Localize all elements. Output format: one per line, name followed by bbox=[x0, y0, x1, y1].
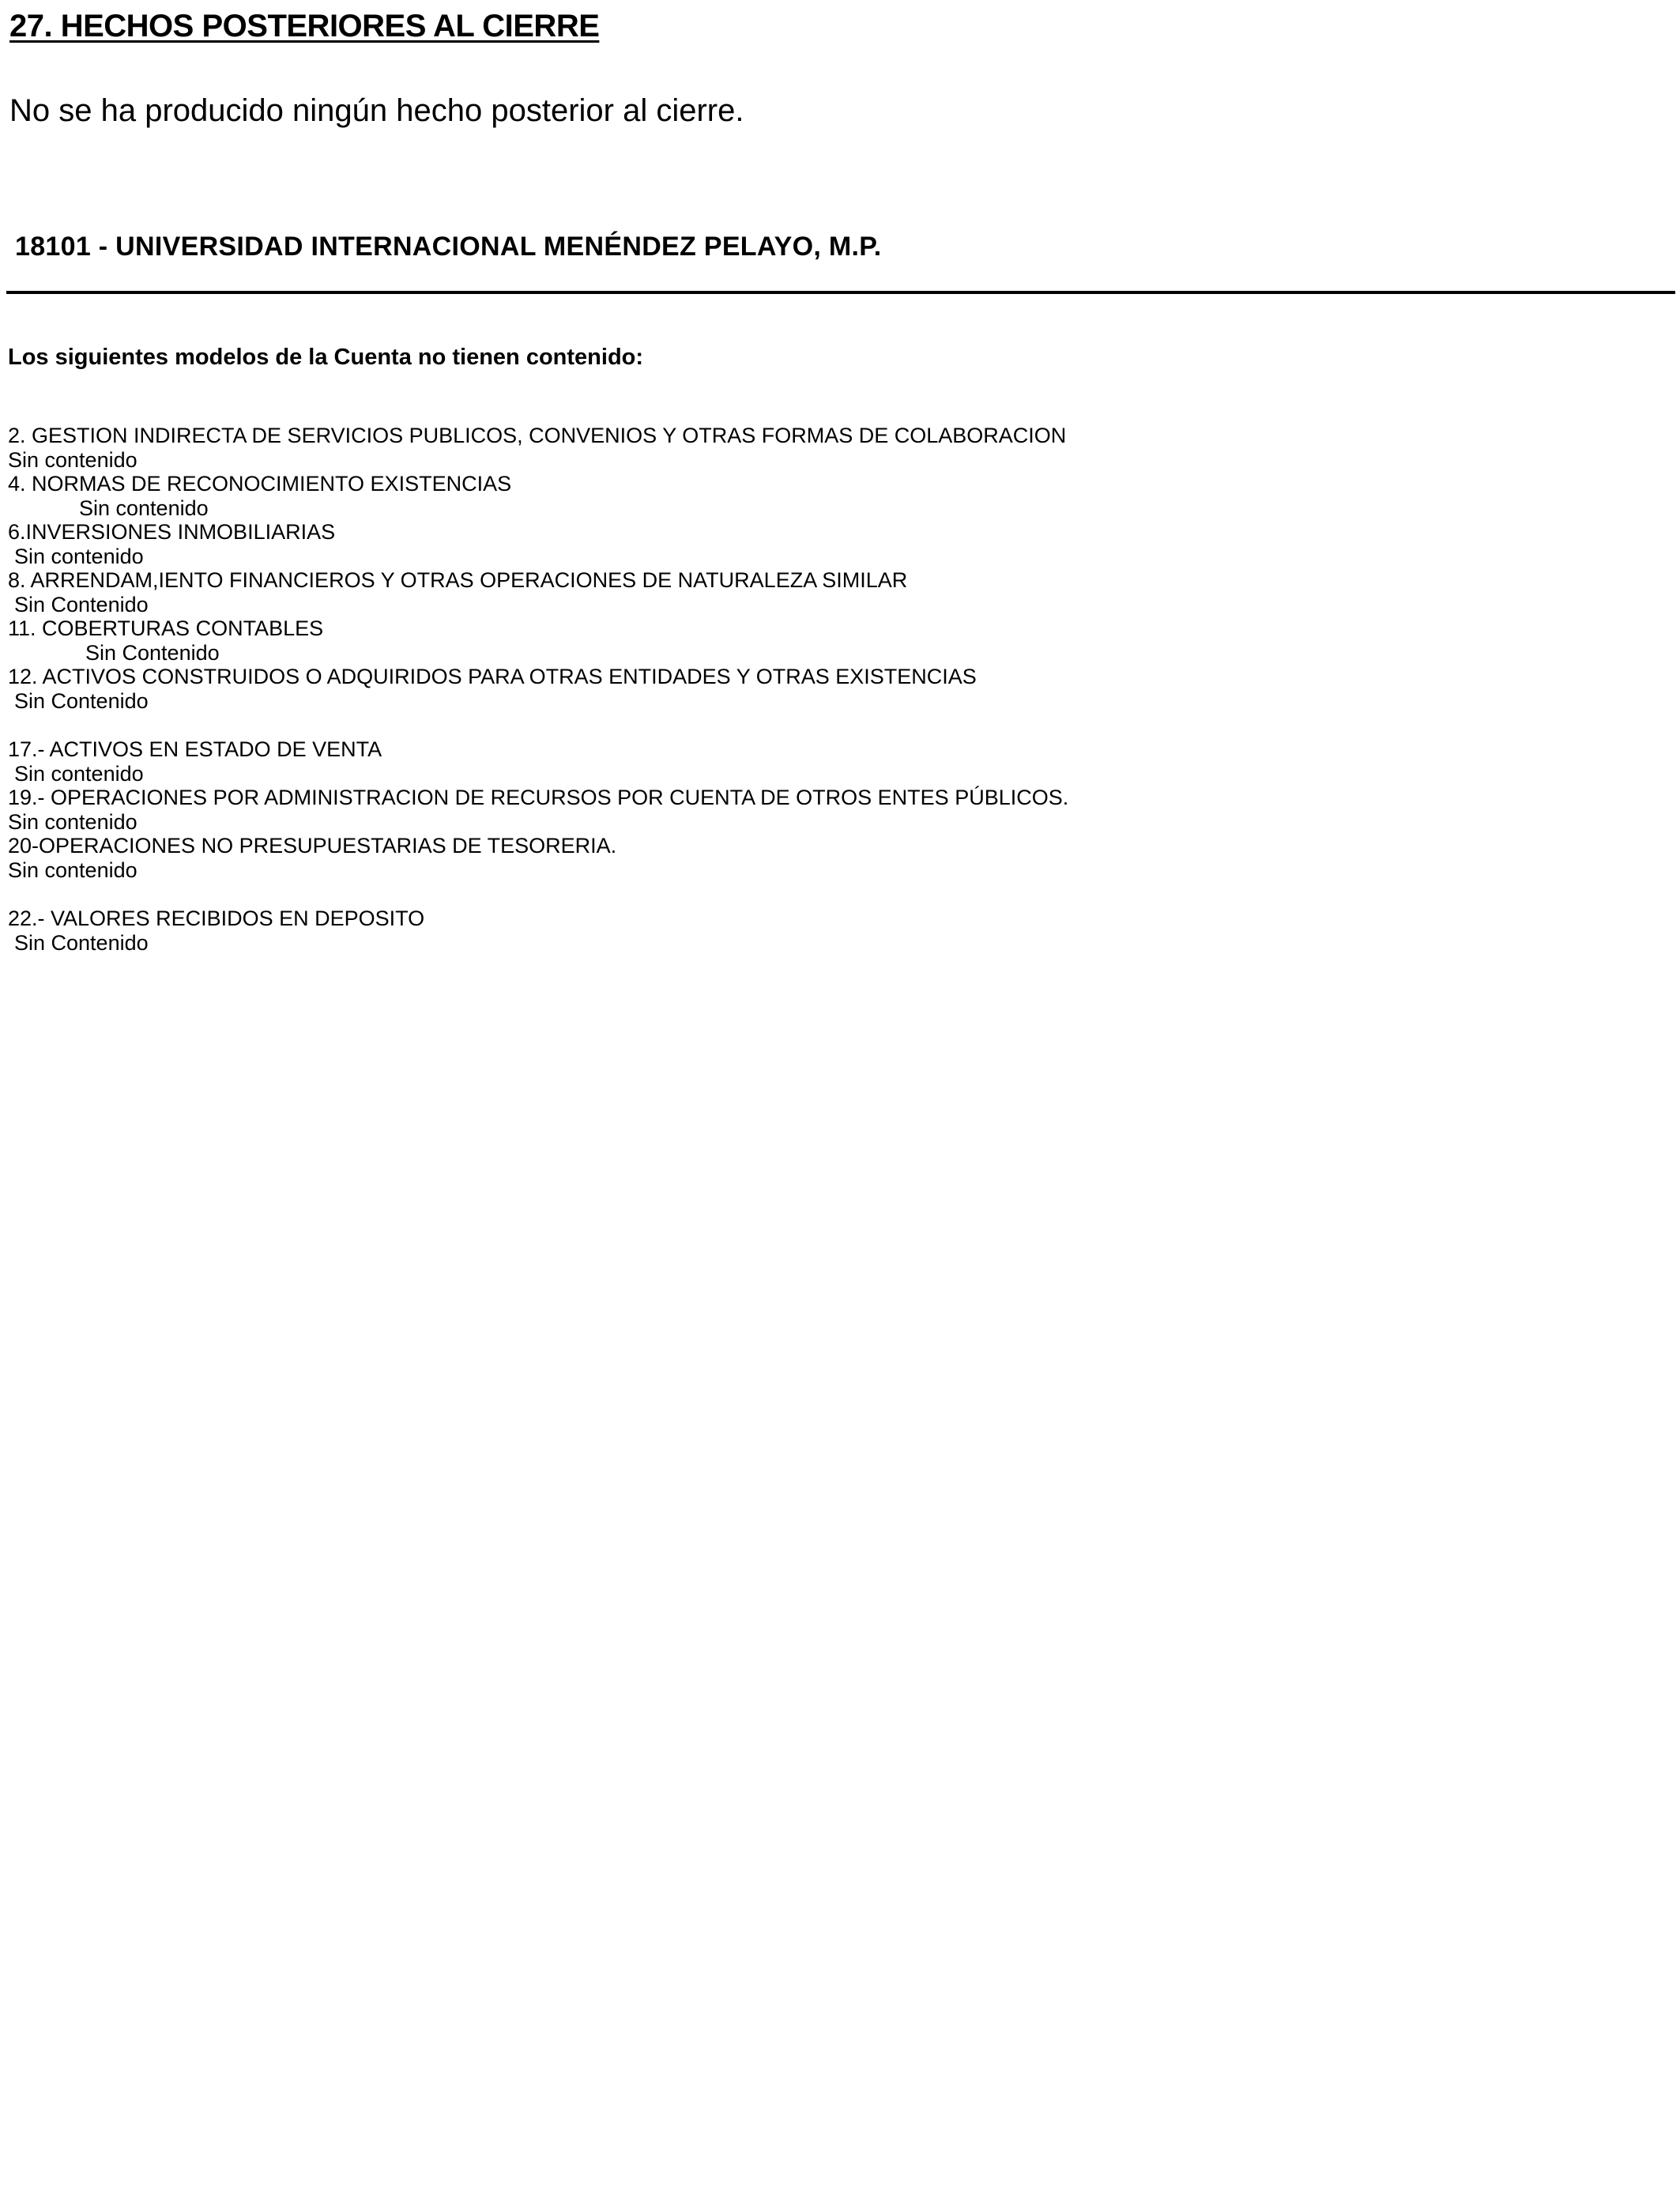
model-status: Sin Contenido bbox=[14, 931, 149, 955]
model-title: 11. COBERTURAS CONTABLES bbox=[8, 616, 324, 640]
model-status: Sin contenido bbox=[8, 448, 137, 472]
model-status: Sin contenido bbox=[8, 858, 137, 882]
empty-models-notice: Los siguientes modelos de la Cuenta no tienen contenido: bbox=[8, 345, 644, 370]
entity-title: 18101 - UNIVERSIDAD INTERNACIONAL MENÉNDEZ PELAYO, M.P. bbox=[15, 232, 882, 262]
model-status: Sin Contenido bbox=[85, 641, 220, 665]
model-status: Sin Contenido bbox=[14, 689, 149, 713]
model-title: 19.- OPERACIONES POR ADMINISTRACION DE RECURSOS POR CUENTA DE OTROS ENTES PÚBLICOS. bbox=[8, 786, 1069, 809]
model-title: 12. ACTIVOS CONSTRUIDOS O ADQUIRIDOS PARA OTRAS ENTIDADES Y OTRAS EXISTENCIAS bbox=[8, 665, 977, 688]
model-title: 2. GESTION INDIRECTA DE SERVICIOS PUBLICOS, CONVENIOS Y OTRAS FORMAS DE COLABORACION bbox=[8, 424, 1067, 447]
model-status: Sin contenido bbox=[79, 496, 209, 520]
section-body-text: No se ha producido ningún hecho posterior al cierre. bbox=[9, 93, 744, 128]
model-title: 17.- ACTIVOS EN ESTADO DE VENTA bbox=[8, 737, 382, 761]
model-title: 20-OPERACIONES NO PRESUPUESTARIAS DE TESORERIA. bbox=[8, 834, 617, 858]
model-status: Sin contenido bbox=[8, 810, 137, 834]
section-heading: 27. HECHOS POSTERIORES AL CIERRE bbox=[9, 9, 600, 43]
model-title: 4. NORMAS DE RECONOCIMIENTO EXISTENCIAS bbox=[8, 472, 512, 496]
model-status: Sin Contenido bbox=[14, 593, 149, 616]
model-status: Sin contenido bbox=[14, 545, 144, 568]
horizontal-divider bbox=[6, 291, 1675, 294]
model-status: Sin contenido bbox=[14, 762, 144, 786]
model-title: 6.INVERSIONES INMOBILIARIAS bbox=[8, 520, 336, 544]
model-title: 8. ARRENDAM,IENTO FINANCIEROS Y OTRAS OPERACIONES DE NATURALEZA SIMILAR bbox=[8, 568, 908, 592]
model-title: 22.- VALORES RECIBIDOS EN DEPOSITO bbox=[8, 907, 425, 930]
